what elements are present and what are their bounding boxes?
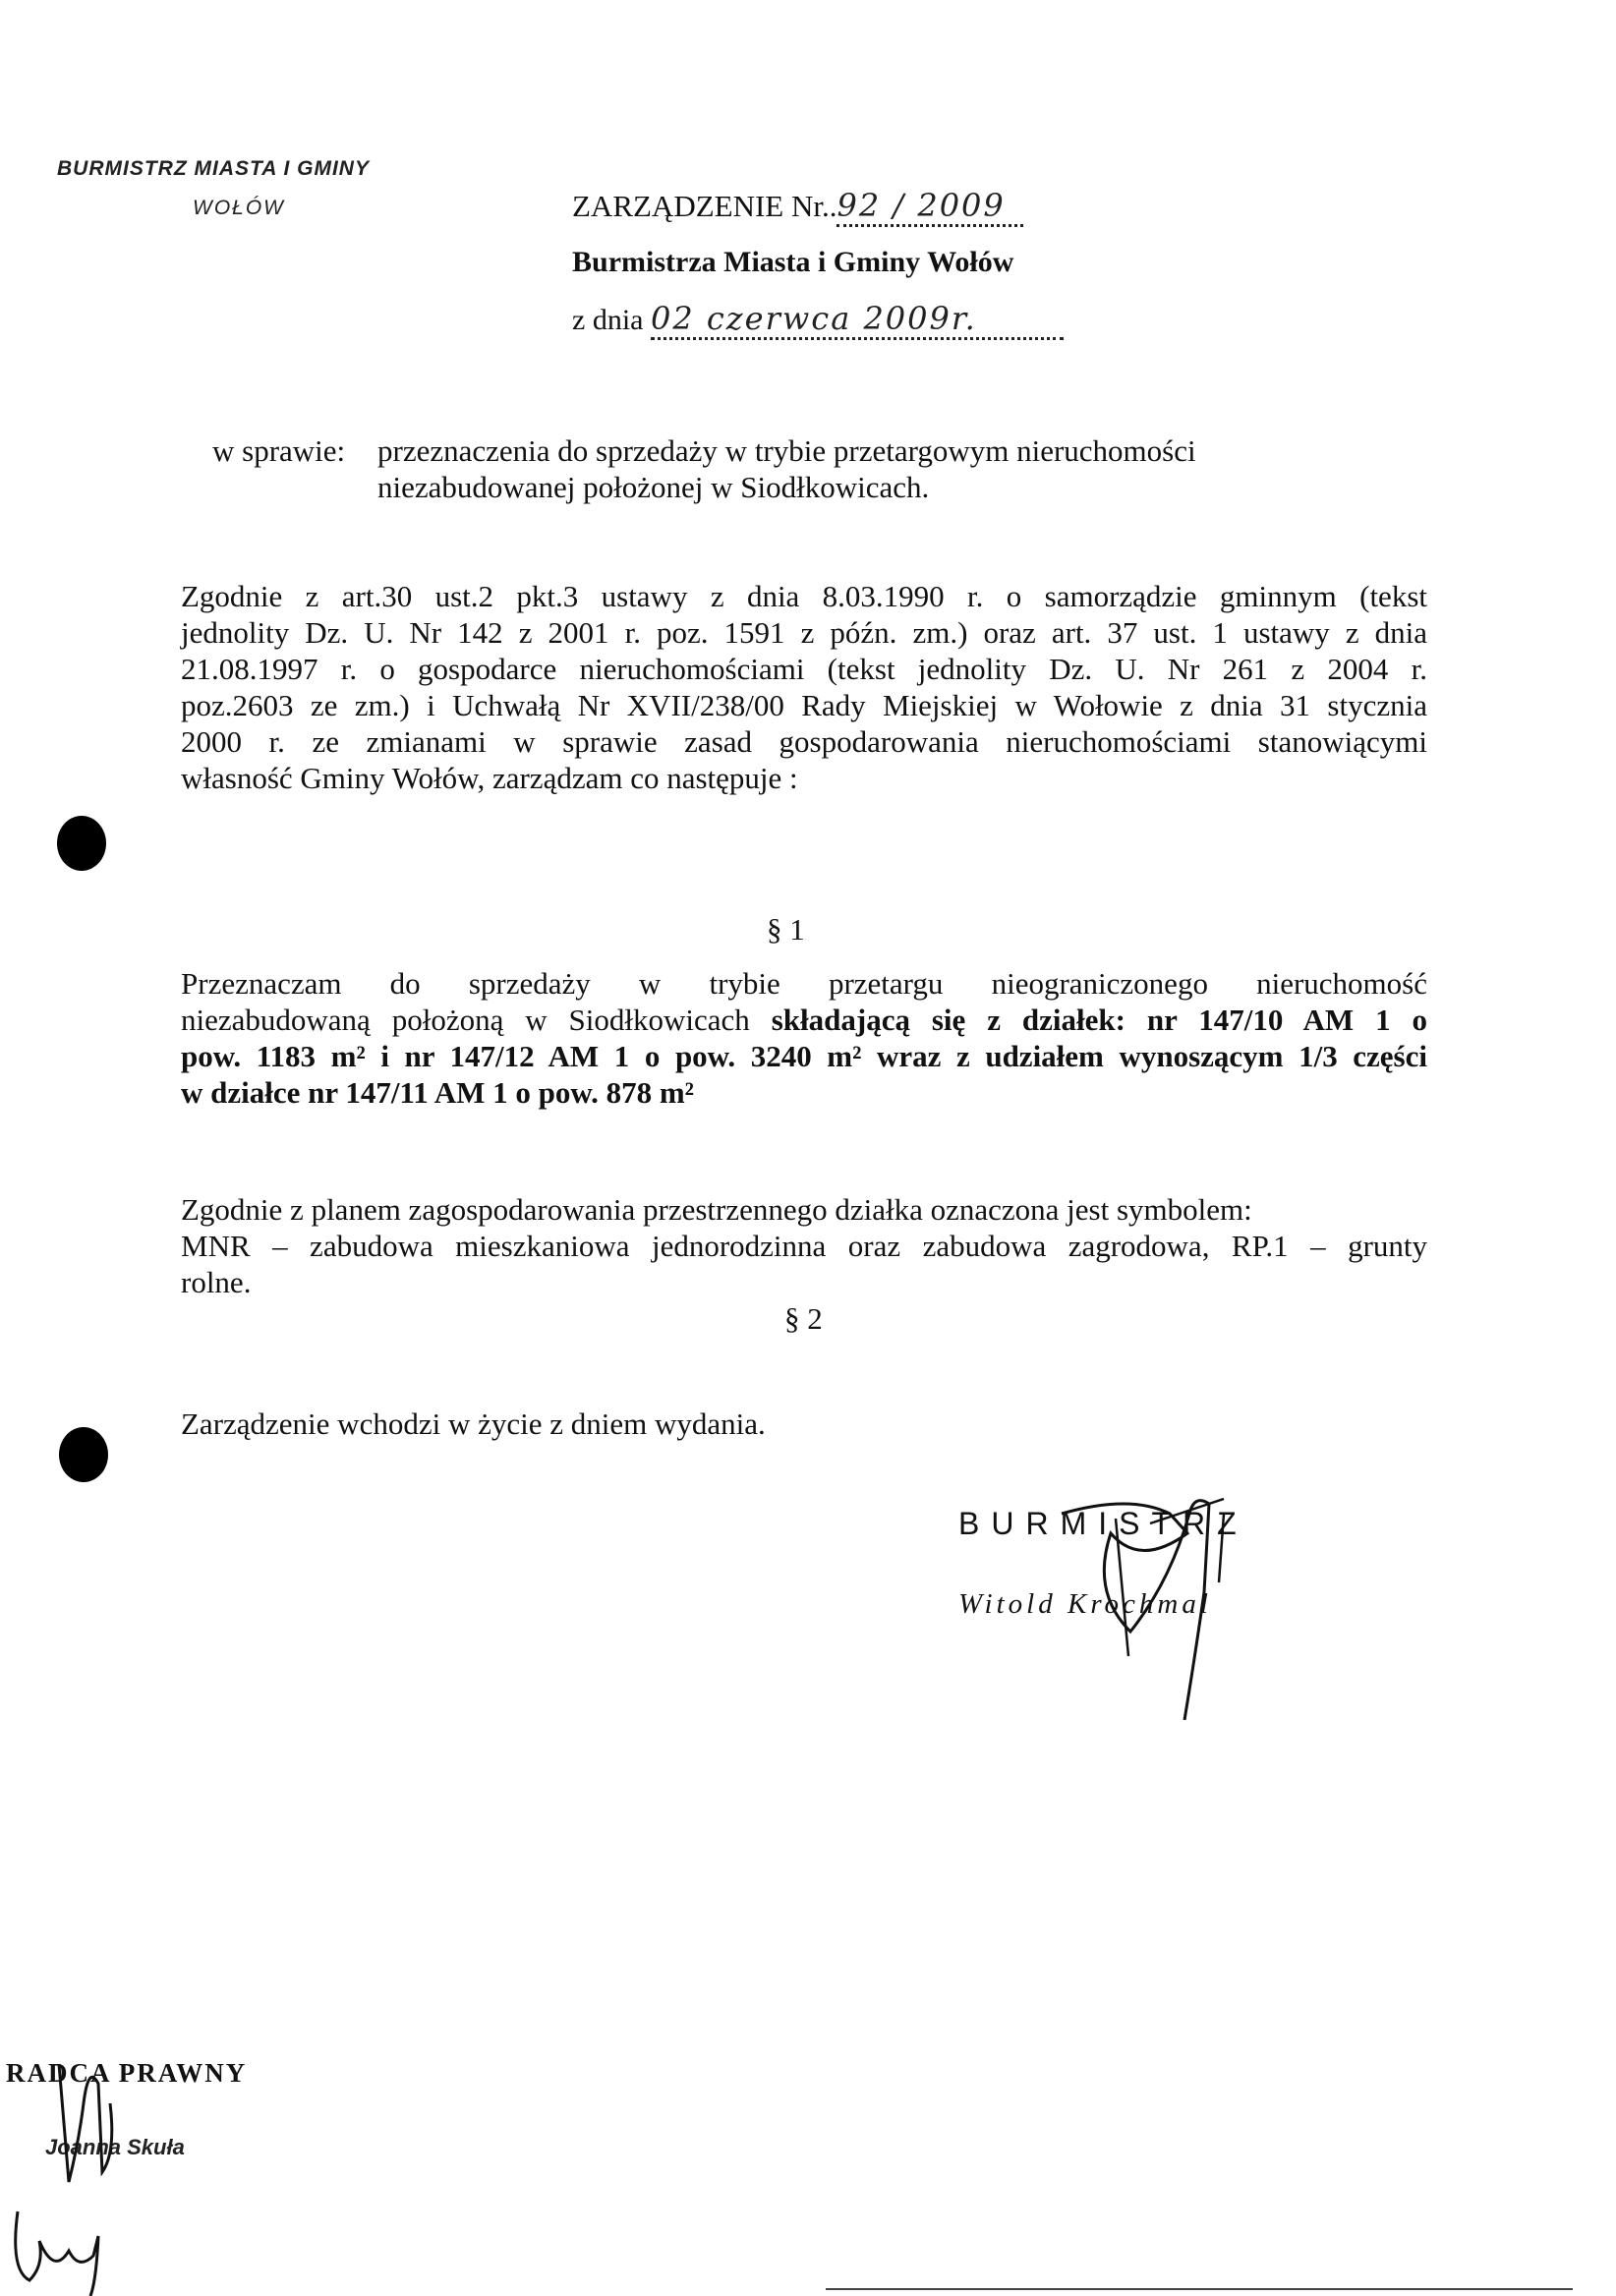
handwritten-signature	[1022, 1474, 1298, 1720]
date-value: 02 czerwca 2009r.	[651, 300, 1064, 340]
legal-stamp-title: RADCA PRAWNY	[6, 2058, 248, 2088]
title-prefix: ZARZĄDZENIE Nr..	[572, 189, 837, 223]
section-2-heading: § 2	[784, 1301, 823, 1336]
punch-hole-bottom	[59, 1427, 108, 1482]
section-1-line-2-bold: składającą się z działek: nr 147/10 AM 1 o	[771, 1003, 1427, 1037]
preamble-line-3: 21.08.1997 r. o gospodarce nieruchomościami (tekst jednolity Dz. U. Nr 261 z 2004 r.	[181, 652, 1427, 686]
zoning-line-1: Zgodnie z planem zagospodarowania przestrzennego działka oznaczona jest symbolem:	[181, 1192, 1252, 1227]
subject-label: w sprawie:	[212, 433, 346, 468]
section-1-line-2-regular: niezabudowaną położoną w Siodłkowicach	[181, 1003, 772, 1037]
section-1-line-4: w działce nr 147/11 AM 1 o pow. 878 m²	[181, 1075, 694, 1110]
preamble	[181, 578, 1427, 796]
date-prefix: z dnia	[572, 304, 644, 336]
zoning-line-2: MNR – zabudowa mieszkaniowa jednorodzinna oraz zabudowa zagrodowa, RP.1 – grunty	[181, 1229, 1427, 1263]
subject-line-1: przeznaczenia do sprzedaży w trybie przetargowym nieruchomości	[377, 433, 1196, 468]
signature-name: Witold Krochmal	[958, 1588, 1212, 1620]
document-title	[572, 187, 1023, 227]
section-2-text: Zarządzenie wchodzi w życie z dniem wydania.	[181, 1406, 766, 1441]
legal-adviser-signature	[0, 2044, 197, 2296]
document-number: 92 / 2009	[837, 187, 1023, 227]
section-1-line-2	[181, 1002, 1427, 1038]
punch-hole-top	[57, 816, 106, 871]
office-stamp-line2: WOŁÓW	[193, 197, 285, 219]
zoning-plan	[181, 1191, 1427, 1300]
signature-title: BURMISTRZ	[958, 1506, 1248, 1541]
scan-edge-line	[826, 2288, 1573, 2290]
preamble-line-4: poz.2603 ze zm.) i Uchwałą Nr XVII/238/00 Rady Miejskiej w Wołowie z dnia 31 stycznia	[181, 688, 1427, 722]
zoning-line-3: rolne.	[181, 1265, 252, 1299]
preamble-line-1: Zgodnie z art.30 ust.2 pkt.3 ustawy z dnia 8.03.1990 r. o samorządzie gminnym (tekst	[181, 579, 1427, 613]
preamble-line-5: 2000 r. ze zmianami w sprawie zasad gospodarowania nieruchomościami stanowiącymi	[181, 724, 1427, 759]
document-date	[572, 300, 1064, 340]
preamble-line-2: jednolity Dz. U. Nr 142 z 2001 r. poz. 1591 z późn. zm.) oraz art. 37 ust. 1 ustawy z dnia	[181, 615, 1427, 650]
office-stamp-line1: BURMISTRZ MIASTA I GMINY	[57, 157, 370, 180]
subject-line-2: niezabudowanej położonej w Siodłkowicach.	[377, 470, 930, 504]
issuing-authority: Burmistrza Miasta i Gminy Wołów	[572, 246, 1014, 278]
section-1-heading: § 1	[767, 912, 805, 947]
section-1-line-3: pow. 1183 m² i nr 147/12 AM 1 o pow. 3240 m² wraz z udziałem wynoszącym 1/3 części	[181, 1039, 1427, 1073]
section-1-body	[181, 965, 1427, 1111]
preamble-line-6: własność Gminy Wołów, zarządzam co następuje :	[181, 761, 798, 795]
section-1-line-1: Przeznaczam do sprzedaży w trybie przetargu nieograniczonego nieruchomość	[181, 966, 1427, 1001]
legal-stamp-name: Joanna Skuła	[45, 2135, 185, 2159]
